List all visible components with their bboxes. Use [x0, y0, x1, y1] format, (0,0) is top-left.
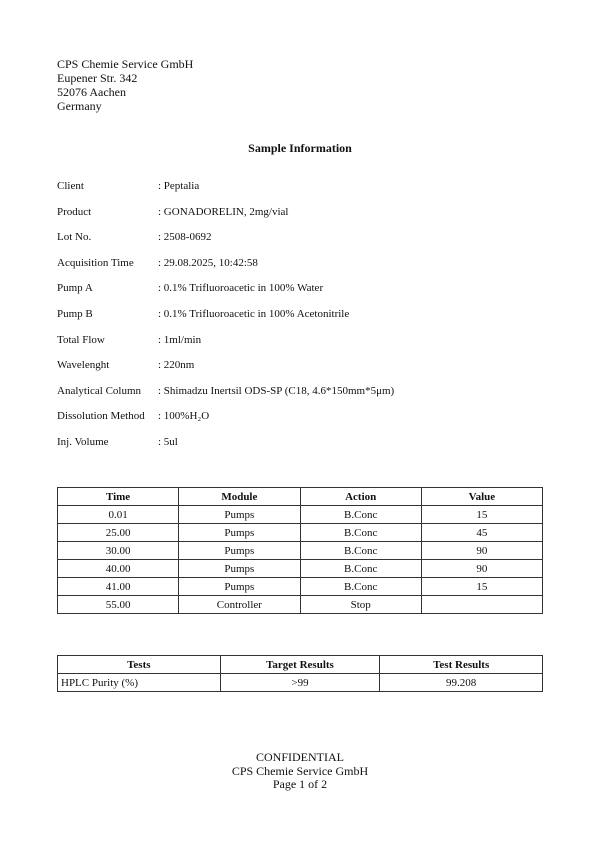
company-street: Eupener Str. 342 — [57, 71, 138, 85]
info-row-wavelength — [57, 359, 394, 385]
table-cell: Pumps — [179, 542, 300, 560]
table-cell: Pumps — [179, 560, 300, 578]
table-row — [58, 542, 543, 560]
table-cell: B.Conc — [300, 506, 421, 524]
info-row-injection-volume — [57, 436, 394, 462]
info-value: : Peptalia — [158, 180, 200, 192]
table-cell: Stop — [300, 596, 421, 614]
table-row — [58, 524, 543, 542]
info-label: Inj. Volume — [57, 435, 109, 448]
table-cell — [421, 596, 542, 614]
info-value: : 2508-0692 — [158, 231, 212, 244]
test-results-table — [57, 655, 543, 692]
column-header: Module — [179, 488, 300, 506]
info-value: : 220nm — [158, 359, 195, 372]
page-number: Page 1 of 2 — [272, 777, 328, 791]
table-row — [58, 596, 543, 614]
info-row-total-flow — [57, 334, 394, 360]
table-cell: Pumps — [179, 578, 300, 596]
info-row-dissolution-method — [57, 410, 394, 436]
table-cell: 45 — [421, 524, 542, 542]
info-row-analytical-column — [57, 385, 394, 411]
table-cell: Controller — [179, 596, 300, 614]
info-value: : GONADORELIN, 2mg/vial — [158, 205, 289, 218]
company-address — [57, 57, 193, 113]
company-name: CPS Chemie Service GmbH — [57, 57, 194, 71]
info-label: Pump B — [57, 307, 93, 320]
info-value: : 0.1% Trifluoroacetic in 100% Water — [158, 282, 324, 295]
company-country: Germany — [57, 99, 102, 113]
sample-info-list — [57, 180, 394, 462]
column-header: Action — [300, 488, 421, 506]
info-value: : 29.08.2025, 10:42:58 — [158, 256, 258, 269]
table-cell: 41.00 — [58, 578, 179, 596]
column-header: Value — [421, 488, 542, 506]
info-value: : 5ul — [158, 435, 178, 448]
table-cell: 15 — [421, 506, 542, 524]
table-row — [58, 578, 543, 596]
info-label: Lot No. — [57, 231, 92, 244]
table-row — [58, 674, 543, 692]
info-label: Pump A — [57, 282, 93, 295]
info-value: : Shimadzu Inertsil ODS-SP (C18, 4.6*150mm*5μm) — [158, 384, 395, 397]
column-header: Target Results — [220, 656, 380, 674]
table-cell: 90 — [421, 560, 542, 578]
footer-company: CPS Chemie Service GmbH — [231, 763, 369, 778]
info-label: Analytical Column — [57, 384, 142, 397]
table-cell: B.Conc — [300, 542, 421, 560]
table-cell: 90 — [421, 542, 542, 560]
table-cell: 25.00 — [58, 524, 179, 542]
gradient-method-table — [57, 487, 543, 614]
column-header: Time — [58, 488, 179, 506]
info-label: Dissolution Method — [57, 410, 145, 423]
table-cell: 15 — [421, 578, 542, 596]
table-cell: B.Conc — [300, 560, 421, 578]
table-cell: 40.00 — [58, 560, 179, 578]
info-value: : 0.1% Trifluoroacetic in 100% Acetonitrile — [158, 307, 350, 320]
info-row-pump-a — [57, 282, 394, 308]
column-header: Test Results — [380, 656, 543, 674]
info-label: Wavelenght — [57, 359, 110, 372]
table-cell: Pumps — [179, 506, 300, 524]
info-label: Client — [57, 180, 84, 192]
info-label: Acquisition Time — [57, 256, 134, 269]
column-header: Tests — [58, 656, 221, 674]
info-row-client — [57, 180, 394, 206]
table-cell: >99 — [220, 674, 380, 692]
info-row-acquisition-time — [57, 257, 394, 283]
info-row-pump-b — [57, 308, 394, 334]
table-cell: B.Conc — [300, 578, 421, 596]
table-cell: 30.00 — [58, 542, 179, 560]
section-title: Sample Information — [248, 141, 352, 155]
table-cell: 55.00 — [58, 596, 179, 614]
confidential-label: CONFIDENTIAL — [256, 750, 344, 764]
table-cell: HPLC Purity (%) — [58, 674, 221, 692]
table-cell: 0.01 — [58, 506, 179, 524]
info-row-product — [57, 206, 394, 232]
table-header-row — [58, 488, 543, 506]
table-cell: Pumps — [179, 524, 300, 542]
info-row-lot — [57, 231, 394, 257]
table-cell: B.Conc — [300, 524, 421, 542]
info-value: : 1ml/min — [158, 333, 202, 346]
info-label: Total Flow — [57, 333, 105, 346]
table-header-row — [58, 656, 543, 674]
table-row — [58, 506, 543, 524]
company-city: 52076 Aachen — [57, 85, 126, 99]
info-label: Product — [57, 205, 92, 218]
page-footer — [0, 751, 600, 792]
table-cell: 99.208 — [380, 674, 543, 692]
table-row — [58, 560, 543, 578]
info-value: : 100%H₂O — [158, 410, 210, 423]
